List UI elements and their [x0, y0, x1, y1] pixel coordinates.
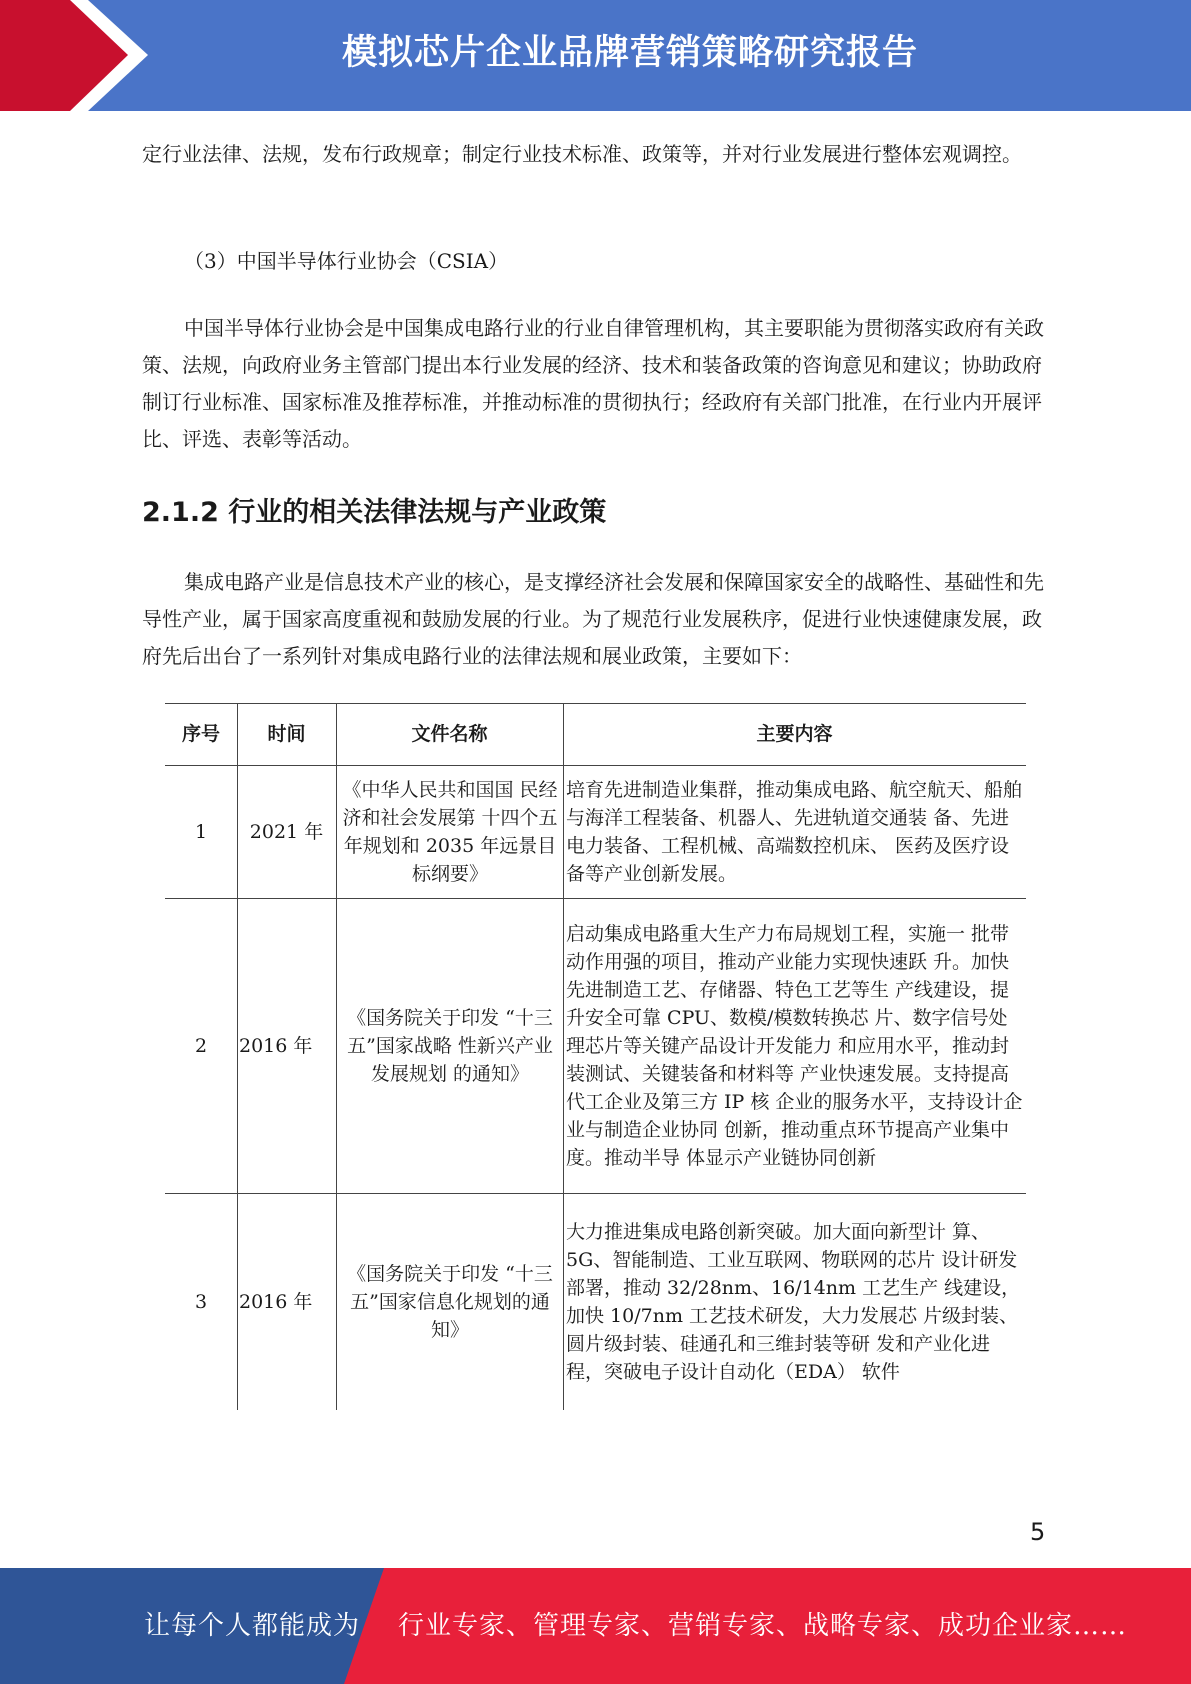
table-cell-time: 2021 年 [249, 820, 324, 843]
policy-table [165, 703, 1026, 1410]
table-header-time: 时间 [267, 723, 306, 745]
table-col-divider [563, 703, 564, 1410]
sub-item-csia: （3）中国半导体行业协会（CSIA） [184, 249, 509, 273]
table-cell-time: 2016 年 [239, 1290, 313, 1313]
footer-slogan-left: 让每个人都能成为 [144, 1611, 361, 1641]
table-cell-content: 培育先进制造业集群，推动集成电路、航空航天、船舶与海洋工程装备、机器人、先进轨道交通装 备、先进电力装备、工程机械、高端数控机床、 医药及医疗设备等产业创新发展。 [566, 778, 1023, 885]
section-heading: 2.1.2 行业的相关法律法规与产业政策 [142, 497, 607, 528]
table-cell-name: 《国务院关于印发 “十三五”国家信息化规划的通知》 [347, 1262, 553, 1341]
table-header-no: 序号 [181, 723, 220, 745]
table-cell-no: 3 [194, 1290, 208, 1313]
table-cell-name: 《中华人民共和国国 民经济和社会发展第 十四个五年规划和 2035 年远景目标纲要》 [342, 778, 558, 885]
paragraph-regulation-cont: 定行业法律、法规，发布行政规章；制定行业技术标准、政策等，并对行业发展进行整体宏观调控。 [142, 142, 1022, 166]
page-header [0, 0, 1191, 111]
table-col-divider [336, 703, 337, 1410]
header-arrow-decoration [0, 0, 300, 111]
table-cell-time: 2016 年 [239, 1034, 313, 1057]
paragraph-intro: 集成电路产业是信息技术产业的核心，是支撑经济社会发展和保障国家安全的战略性、基础性和先导性产业，属于国家高度重视和鼓励发展的行业。为了规范行业发展秩序，促进行业快速健康发展，政府先后出台了一系列针对集成电路行业的法律法规和展业政策，主要如下： [142, 570, 1044, 668]
table-cell-content: 启动集成电路重大生产力布局规划工程，实施一 批带动作用强的项目，推动产业能力实现快速跃 升。加快先进制造工艺、存储器、特色工艺等生 产线建设，提升安全可靠 CPU、数模/模数转换芯 片、数字信号处理芯片等关键产品设计开发能力 和应用水平，推动封装测试、关键装备和材料等 产业快速发展。支持提高代工企业及第三方 IP 核 企业的服务水平，支持设计企业与制造企业协同 创新，推动重点环节提高产业集中度。推动半导 体显示产业链协同创新 [566, 922, 1023, 1169]
page-footer [0, 1568, 1191, 1684]
table-header-content: 主要内容 [756, 723, 833, 745]
table-header-name: 文件名称 [411, 723, 488, 745]
table-cell-name: 《国务院关于印发 “十三五”国家战略 性新兴产业发展规划 的通知》 [347, 1006, 553, 1085]
page-number: 5 [1030, 1518, 1046, 1546]
paragraph-csia: 中国半导体行业协会是中国集成电路行业的行业自律管理机构，其主要职能为贯彻落实政府有关政策、法规，向政府业务主管部门提出本行业发展的经济、技术和装备政策的咨询意见和建议；协助政府制订行业标准、国家标准及推荐标准，并推动标准的贯彻执行；经政府有关部门批准，在行业内开展评比、评选、表彰等活动。 [142, 316, 1044, 451]
table-cell-no: 1 [194, 820, 208, 843]
table-cell-no: 2 [194, 1034, 208, 1057]
footer-slogan-right: 行业专家、管理专家、营销专家、战略专家、成功企业家…… [398, 1611, 1128, 1641]
report-title: 模拟芯片企业品牌营销策略研究报告 [341, 33, 918, 73]
table-cell-content: 大力推进集成电路创新突破。加大面向新型计 算、5G、智能制造、工业互联网、物联网的芯片 设计研发部署，推动 32/28nm、16/14nm 工艺生产 线建设，加快 10/7nm 工艺技术研发，大力发展芯 片级封装、圆片级封装、硅通孔和三维封装等研 发和产业化进程，突破电子设计自动化（EDA） 软件 [566, 1220, 1021, 1383]
